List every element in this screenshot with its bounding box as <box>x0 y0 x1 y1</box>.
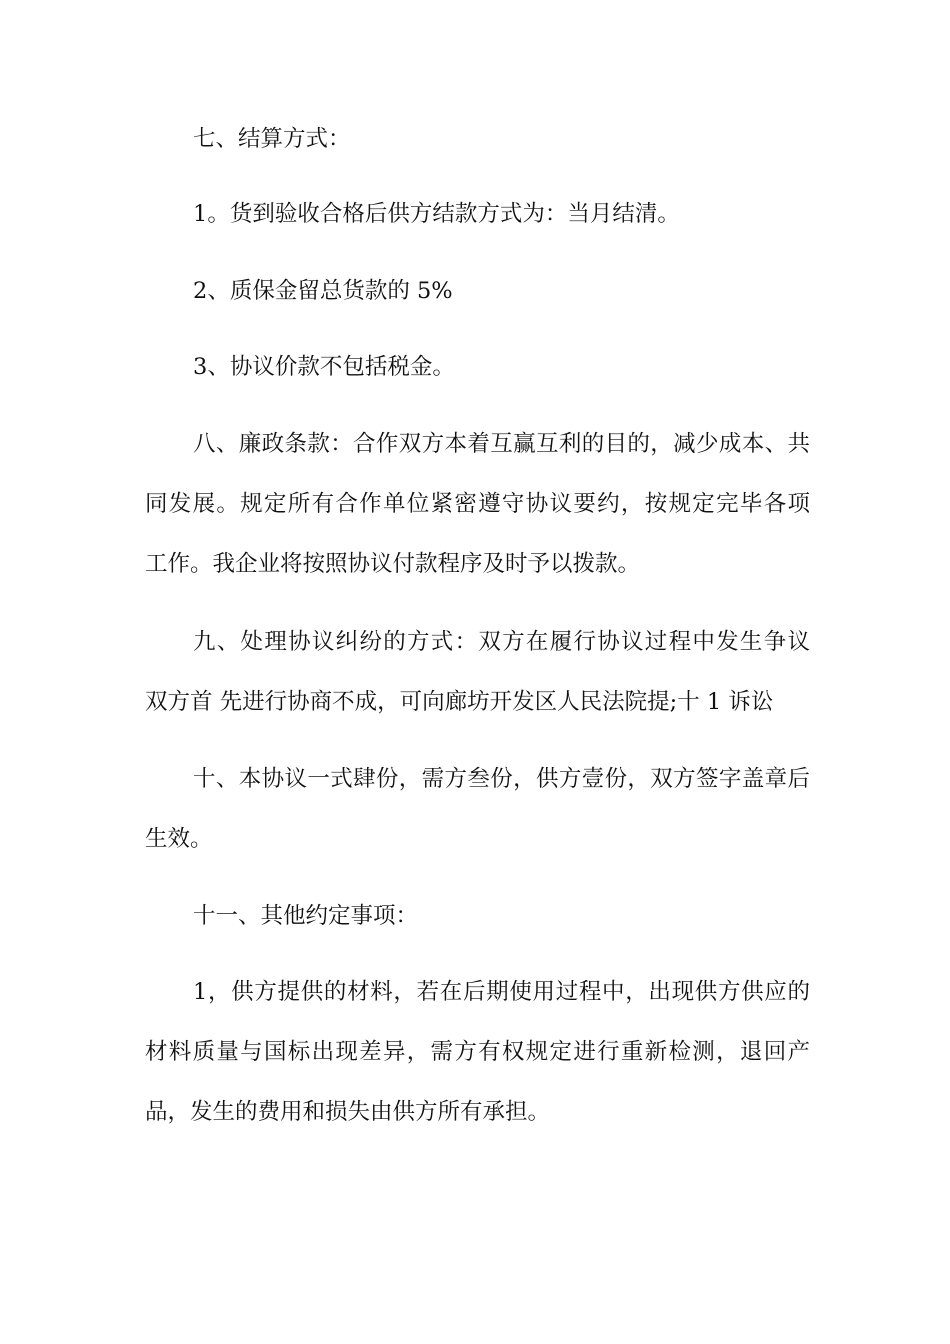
section-eight-line-3: 工作。我企业将按照协议付款程序及时予以拨款。 <box>145 551 641 577</box>
section-eight-line-2: 同发展。规定所有合作单位紧密遵守协议要约，按规定完毕各项 <box>145 491 810 517</box>
clause-7-3: 3、协议价款不包括税金。 <box>193 354 455 380</box>
section-nine-line-2: 双方首 先进行协商不成，可向廊坊开发区人民法院提;十 1 诉讼 <box>145 689 774 715</box>
clause-11-1-line-2: 材料质量与国标出现差异，需方有权规定进行重新检测，退回产 <box>145 1039 810 1065</box>
section-eleven-heading: 十一、其他约定事项： <box>193 903 419 929</box>
section-nine-line-1: 九、处理协议纠纷的方式：双方在履行协议过程中发生争议 <box>193 629 810 655</box>
clause-7-2: 2、质保金留总货款的 5% <box>193 278 453 304</box>
clause-11-1-line-1: 1，供方提供的材料，若在后期使用过程中，出现供方供应的 <box>193 979 810 1005</box>
clause-7-1: 1。货到验收合格后供方结款方式为：当月结清。 <box>193 201 680 227</box>
section-eight-line-1: 八、廉政条款：合作双方本着互赢互利的目的，减少成本、共 <box>193 431 810 457</box>
section-ten-line-2: 生效。 <box>145 826 213 852</box>
clause-11-1-line-3: 品，发生的费用和损失由供方所有承担。 <box>145 1099 551 1125</box>
section-ten-line-1: 十、本协议一式肆份，需方叁份，供方壹份，双方签字盖章后 <box>193 766 810 792</box>
section-seven-heading: 七、结算方式： <box>193 126 351 152</box>
